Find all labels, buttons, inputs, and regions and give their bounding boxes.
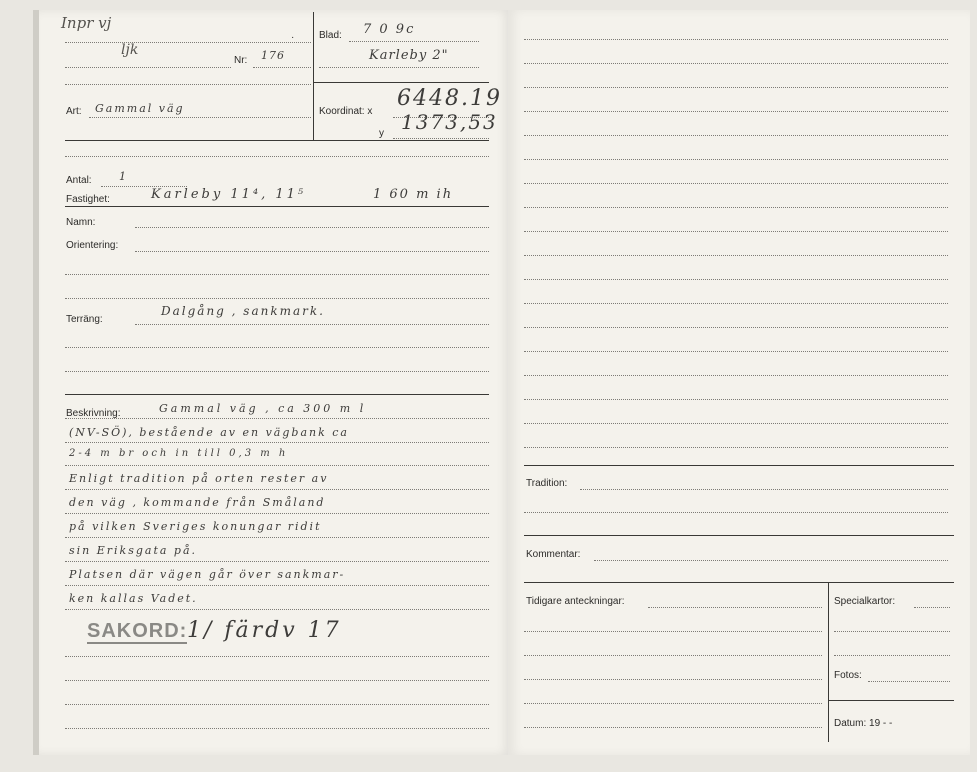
fotos-label: Fotos:	[834, 670, 862, 681]
line	[65, 156, 489, 157]
divider	[313, 12, 314, 140]
line	[524, 679, 822, 680]
line	[524, 87, 948, 88]
fastighet-value-2: 1 60 m ih	[373, 187, 454, 202]
line	[524, 207, 948, 208]
line	[524, 512, 948, 513]
fastighet-label: Fastighet:	[66, 194, 110, 205]
beskrivning-line-8: Platsen där vägen går över sankmar-	[69, 568, 346, 581]
line	[524, 279, 948, 280]
line	[524, 375, 948, 376]
line	[524, 703, 822, 704]
orientering-line	[135, 251, 489, 252]
line	[65, 84, 311, 85]
line	[524, 351, 948, 352]
line	[524, 39, 948, 40]
line	[65, 561, 489, 562]
terrang-line	[135, 324, 489, 325]
line	[65, 537, 489, 538]
line	[65, 609, 489, 610]
antal-value: 1	[119, 170, 128, 183]
nr-value: 176	[261, 49, 285, 62]
line	[65, 274, 489, 275]
line	[524, 423, 948, 424]
terrang-label: Terräng:	[66, 314, 103, 325]
kommentar-line	[594, 560, 948, 561]
handwritten-note-2: ljk	[121, 42, 139, 58]
beskrivning-line-7: sin Eriksgata på.	[69, 544, 198, 557]
orientering-label: Orientering:	[66, 240, 119, 251]
line	[524, 447, 948, 448]
blad-line-2	[319, 67, 479, 68]
tidigare-line	[648, 607, 822, 608]
terrang-value: Dalgång , sankmark.	[161, 304, 325, 318]
specialkartor-line	[914, 607, 950, 608]
line	[65, 298, 489, 299]
line	[524, 327, 948, 328]
specialkartor-label: Specialkartor:	[834, 596, 896, 607]
divider	[828, 582, 829, 742]
line	[65, 513, 489, 514]
datum-label: Datum: 19 - -	[834, 718, 893, 729]
beskrivning-line-1: Gammal väg , ca 300 m l	[159, 402, 367, 415]
rule	[65, 140, 489, 141]
line	[65, 418, 489, 419]
tradition-line	[580, 489, 948, 490]
beskrivning-line-4: Enligt tradition på orten rester av	[69, 472, 329, 485]
line	[65, 680, 489, 681]
tradition-label: Tradition:	[526, 478, 568, 489]
fotos-line	[868, 681, 950, 682]
line	[65, 371, 489, 372]
sakord-value: 1/ färdv 17	[187, 618, 342, 643]
blad-value-1: 7 0 9c	[363, 22, 416, 37]
line	[834, 655, 950, 656]
beskrivning-line-6: på vilken Sveriges konungar ridit	[69, 520, 322, 533]
dot-mark: ·	[291, 32, 295, 43]
blad-label: Blad:	[319, 30, 342, 41]
line	[524, 63, 948, 64]
y-line	[393, 138, 489, 139]
line	[65, 656, 489, 657]
line	[524, 255, 948, 256]
line	[65, 42, 311, 43]
beskrivning-line-3: 2-4 m br och in till 0,3 m h	[69, 448, 289, 459]
line	[524, 159, 948, 160]
line	[524, 631, 822, 632]
line	[65, 704, 489, 705]
line	[524, 231, 948, 232]
beskrivning-line-9: ken kallas Vadet.	[69, 592, 198, 605]
line	[65, 728, 489, 729]
line	[65, 585, 489, 586]
beskrivning-label: Beskrivning:	[66, 408, 121, 419]
line	[65, 465, 489, 466]
nr-line	[253, 67, 311, 68]
line	[524, 135, 948, 136]
rule	[524, 465, 954, 466]
koordinat-y-label: y	[379, 128, 384, 139]
namn-label: Namn:	[66, 217, 96, 228]
line	[65, 347, 489, 348]
left-page	[33, 10, 511, 755]
line	[524, 303, 948, 304]
rule	[65, 394, 489, 395]
koordinat-x-value: 6448.19	[397, 86, 502, 111]
line	[65, 489, 489, 490]
beskrivning-line-5: den väg , kommande från Småland	[69, 496, 326, 509]
kommentar-label: Kommentar:	[526, 549, 581, 560]
rule	[313, 82, 489, 83]
rule	[524, 582, 954, 583]
beskrivning-line-2: (NV-SÖ), bestående av en vägbank ca	[69, 426, 349, 439]
tidigare-label: Tidigare anteckningar:	[526, 596, 625, 607]
line	[524, 655, 822, 656]
koordinat-y-value: 1373,53	[401, 110, 498, 134]
nr-label: Nr:	[234, 55, 248, 66]
fastighet-value: Karleby 11⁴, 11⁵	[151, 187, 307, 202]
line	[524, 727, 822, 728]
sakord-stamp: SAKORD:	[87, 620, 188, 642]
art-label: Art:	[66, 106, 82, 117]
line	[524, 183, 948, 184]
line	[65, 67, 231, 68]
line	[524, 399, 948, 400]
handwritten-note-1: Inpr vj	[61, 14, 112, 32]
namn-line	[135, 227, 489, 228]
rule	[828, 700, 954, 701]
right-page	[508, 10, 970, 755]
line	[834, 631, 950, 632]
line	[524, 111, 948, 112]
line	[65, 442, 489, 443]
koordinat-label: Koordinat: x	[319, 106, 373, 117]
art-line	[89, 117, 311, 118]
blad-value-2: Karleby 2"	[369, 48, 449, 63]
rule	[524, 535, 954, 536]
antal-label: Antal:	[66, 175, 92, 186]
fastighet-line	[65, 206, 489, 207]
art-value: Gammal väg	[95, 102, 185, 115]
blad-line	[349, 41, 479, 42]
